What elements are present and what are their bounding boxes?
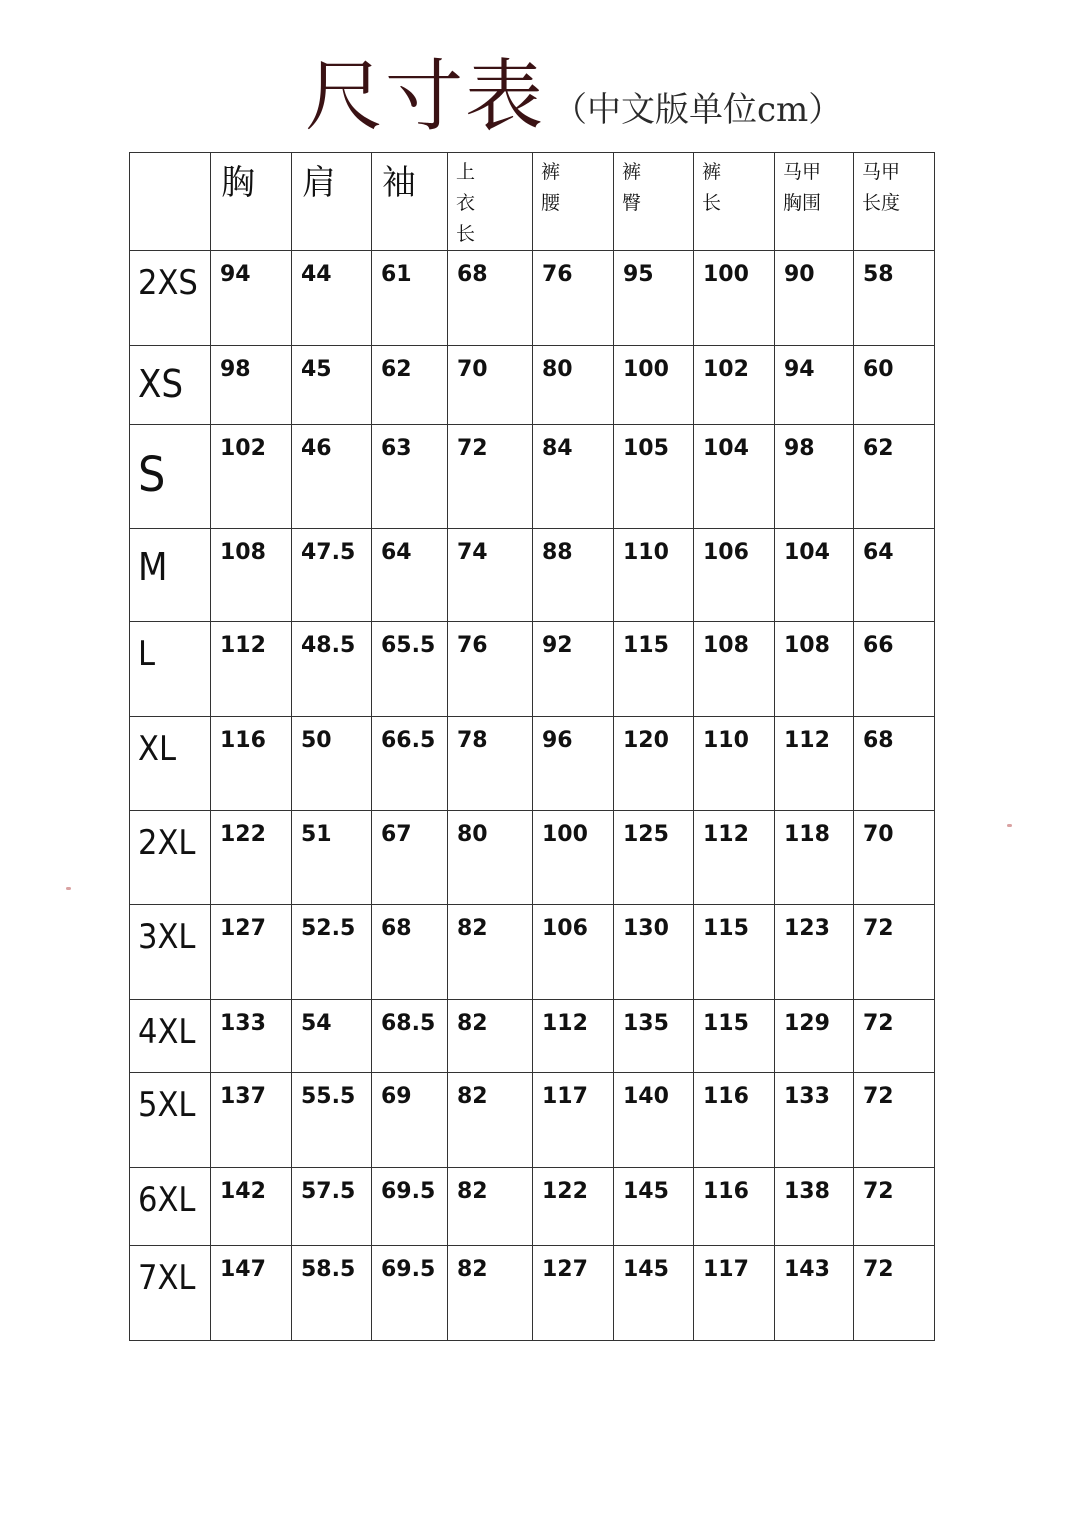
measurement-cell (614, 1000, 694, 1073)
measurement-value: 51 (301, 822, 332, 847)
measurement-value: 55.5 (301, 1084, 356, 1109)
size-cell (130, 1246, 211, 1341)
column-header (211, 153, 292, 251)
measurement-cell (292, 425, 372, 529)
header-corner-cell (130, 153, 211, 251)
column-header-label: 袖 (382, 163, 416, 203)
measurement-cell (533, 1168, 614, 1246)
measurement-cell (448, 1000, 533, 1073)
measurement-cell (448, 1168, 533, 1246)
measurement-value: 78 (457, 728, 488, 753)
measurement-value: 64 (381, 540, 412, 565)
measurement-value: 72 (457, 436, 488, 461)
measurement-value: 110 (703, 728, 749, 753)
column-header-label: 肩 (302, 163, 336, 203)
measurement-cell (854, 905, 935, 1000)
measurement-value: 123 (784, 916, 830, 941)
measurement-cell (533, 1246, 614, 1341)
table-row (130, 529, 935, 622)
column-header (775, 153, 854, 251)
measurement-cell (775, 1000, 854, 1073)
measurement-value: 117 (703, 1257, 749, 1282)
measurement-cell (211, 811, 292, 905)
measurement-value: 70 (863, 822, 894, 847)
measurement-value: 95 (623, 262, 654, 287)
measurement-value: 58 (863, 262, 894, 287)
size-chart-table (129, 152, 935, 1341)
measurement-cell (614, 346, 694, 425)
measurement-value: 102 (220, 436, 266, 461)
column-header-label: 马甲 长度 (862, 161, 901, 214)
measurement-value: 88 (542, 540, 573, 565)
measurement-cell (775, 1246, 854, 1341)
measurement-cell (775, 717, 854, 811)
measurement-value: 116 (703, 1084, 749, 1109)
page-title: 尺寸表 (305, 52, 546, 142)
measurement-cell (292, 811, 372, 905)
measurement-cell (533, 622, 614, 717)
measurement-cell (694, 622, 775, 717)
measurement-value: 68.5 (381, 1011, 436, 1036)
measurement-cell (372, 1168, 448, 1246)
table-row (130, 1168, 935, 1246)
measurement-value: 100 (542, 822, 588, 847)
measurement-value: 82 (457, 1257, 488, 1282)
measurement-value: 129 (784, 1011, 830, 1036)
measurement-cell (854, 251, 935, 346)
column-header-label: 裤 臀 (622, 161, 642, 214)
measurement-value: 112 (220, 633, 266, 658)
measurement-cell (854, 346, 935, 425)
measurement-value: 58.5 (301, 1257, 356, 1282)
measurement-cell (775, 425, 854, 529)
measurement-value: 65.5 (381, 633, 436, 658)
measurement-value: 112 (784, 728, 830, 753)
measurement-value: 147 (220, 1257, 266, 1282)
measurement-value: 45 (301, 357, 332, 382)
size-cell (130, 811, 211, 905)
column-header (292, 153, 372, 251)
measurement-cell (372, 717, 448, 811)
measurement-cell (448, 622, 533, 717)
measurement-cell (372, 251, 448, 346)
measurement-cell (211, 905, 292, 1000)
measurement-value: 137 (220, 1084, 266, 1109)
size-cell (130, 1073, 211, 1168)
measurement-cell (533, 905, 614, 1000)
measurement-cell (533, 425, 614, 529)
measurement-value: 64 (863, 540, 894, 565)
measurement-value: 72 (863, 1011, 894, 1036)
measurement-value: 44 (301, 262, 332, 287)
measurement-value: 72 (863, 1257, 894, 1282)
measurement-cell (372, 811, 448, 905)
measurement-value: 110 (623, 540, 669, 565)
size-label: 5XL (138, 1085, 196, 1125)
measurement-cell (854, 622, 935, 717)
measurement-cell (775, 1073, 854, 1168)
measurement-cell (533, 346, 614, 425)
measurement-cell (292, 622, 372, 717)
column-header-label: 上 衣 长 (456, 161, 476, 245)
size-label: 2XS (138, 263, 198, 303)
measurement-cell (533, 529, 614, 622)
table-row (130, 905, 935, 1000)
measurement-value: 69 (381, 1084, 412, 1109)
measurement-cell (448, 905, 533, 1000)
measurement-cell (211, 1000, 292, 1073)
size-cell (130, 717, 211, 811)
measurement-value: 108 (703, 633, 749, 658)
column-header (614, 153, 694, 251)
table-row (130, 251, 935, 346)
size-label: S (138, 447, 166, 503)
measurement-value: 138 (784, 1179, 830, 1204)
measurement-cell (372, 622, 448, 717)
measurement-cell (694, 717, 775, 811)
stray-mark (66, 887, 71, 890)
measurement-cell (775, 1168, 854, 1246)
column-header-label: 裤 长 (702, 161, 722, 214)
measurement-cell (775, 251, 854, 346)
size-cell (130, 622, 211, 717)
measurement-cell (292, 717, 372, 811)
measurement-value: 108 (784, 633, 830, 658)
size-label: M (138, 545, 168, 589)
measurement-value: 115 (703, 1011, 749, 1036)
measurement-cell (614, 1168, 694, 1246)
measurement-cell (854, 529, 935, 622)
measurement-cell (854, 1168, 935, 1246)
measurement-value: 115 (703, 916, 749, 941)
measurement-value: 108 (220, 540, 266, 565)
measurement-value: 62 (381, 357, 412, 382)
column-header (448, 153, 533, 251)
column-header (694, 153, 775, 251)
measurement-value: 116 (220, 728, 266, 753)
size-cell (130, 905, 211, 1000)
size-label: 2XL (138, 823, 196, 863)
table-row (130, 717, 935, 811)
measurement-value: 76 (457, 633, 488, 658)
measurement-value: 80 (457, 822, 488, 847)
measurement-value: 84 (542, 436, 573, 461)
measurement-cell (775, 346, 854, 425)
measurement-cell (211, 622, 292, 717)
table-row (130, 1246, 935, 1341)
measurement-cell (211, 1246, 292, 1341)
measurement-cell (854, 1246, 935, 1341)
measurement-cell (372, 905, 448, 1000)
measurement-value: 82 (457, 1084, 488, 1109)
measurement-value: 112 (703, 822, 749, 847)
measurement-cell (775, 529, 854, 622)
measurement-cell (448, 425, 533, 529)
measurement-cell (533, 1073, 614, 1168)
measurement-value: 115 (623, 633, 669, 658)
measurement-cell (614, 905, 694, 1000)
column-header (854, 153, 935, 251)
measurement-cell (694, 529, 775, 622)
measurement-cell (614, 622, 694, 717)
measurement-value: 69.5 (381, 1257, 436, 1282)
measurement-value: 70 (457, 357, 488, 382)
measurement-cell (448, 529, 533, 622)
table-row (130, 1073, 935, 1168)
size-label: 7XL (138, 1258, 196, 1298)
measurement-value: 96 (542, 728, 573, 753)
measurement-value: 61 (381, 262, 412, 287)
measurement-cell (211, 717, 292, 811)
measurement-value: 92 (542, 633, 573, 658)
measurement-value: 72 (863, 1179, 894, 1204)
measurement-value: 90 (784, 262, 815, 287)
measurement-value: 80 (542, 357, 573, 382)
measurement-cell (775, 622, 854, 717)
measurement-value: 98 (784, 436, 815, 461)
size-label: XS (138, 362, 184, 406)
measurement-value: 50 (301, 728, 332, 753)
measurement-cell (292, 529, 372, 622)
measurement-cell (292, 1246, 372, 1341)
measurement-cell (775, 811, 854, 905)
measurement-cell (614, 811, 694, 905)
measurement-cell (292, 1073, 372, 1168)
size-label: 6XL (138, 1180, 196, 1220)
measurement-cell (372, 1246, 448, 1341)
measurement-value: 116 (703, 1179, 749, 1204)
size-label: XL (138, 729, 176, 769)
measurement-value: 82 (457, 1011, 488, 1036)
measurement-cell (775, 905, 854, 1000)
measurement-value: 122 (220, 822, 266, 847)
measurement-value: 112 (542, 1011, 588, 1036)
measurement-value: 68 (863, 728, 894, 753)
measurement-value: 100 (703, 262, 749, 287)
measurement-cell (694, 905, 775, 1000)
measurement-value: 100 (623, 357, 669, 382)
measurement-value: 94 (220, 262, 251, 287)
measurement-value: 68 (381, 916, 412, 941)
measurement-value: 133 (784, 1084, 830, 1109)
measurement-cell (448, 346, 533, 425)
column-header (372, 153, 448, 251)
measurement-value: 66 (863, 633, 894, 658)
size-cell (130, 346, 211, 425)
measurement-value: 106 (542, 916, 588, 941)
table-body (130, 251, 935, 1341)
measurement-cell (372, 529, 448, 622)
table-row (130, 622, 935, 717)
measurement-value: 52.5 (301, 916, 356, 941)
measurement-value: 67 (381, 822, 412, 847)
measurement-cell (292, 1168, 372, 1246)
measurement-cell (372, 1000, 448, 1073)
column-header-label (130, 153, 210, 163)
measurement-cell (211, 346, 292, 425)
measurement-cell (694, 1000, 775, 1073)
measurement-value: 118 (784, 822, 830, 847)
measurement-value: 130 (623, 916, 669, 941)
size-cell (130, 1000, 211, 1073)
measurement-value: 127 (220, 916, 266, 941)
measurement-value: 133 (220, 1011, 266, 1036)
measurement-value: 102 (703, 357, 749, 382)
stray-mark (1007, 824, 1012, 827)
measurement-cell (614, 529, 694, 622)
measurement-cell (614, 251, 694, 346)
measurement-value: 82 (457, 1179, 488, 1204)
measurement-cell (292, 251, 372, 346)
measurement-cell (211, 1168, 292, 1246)
measurement-value: 127 (542, 1257, 588, 1282)
measurement-value: 104 (703, 436, 749, 461)
size-label: L (138, 634, 156, 674)
table-row (130, 1000, 935, 1073)
measurement-value: 143 (784, 1257, 830, 1282)
measurement-value: 62 (863, 436, 894, 461)
measurement-value: 145 (623, 1179, 669, 1204)
measurement-cell (854, 717, 935, 811)
size-cell (130, 251, 211, 346)
size-label: 3XL (138, 917, 196, 957)
measurement-value: 68 (457, 262, 488, 287)
measurement-cell (448, 251, 533, 346)
measurement-value: 142 (220, 1179, 266, 1204)
measurement-cell (372, 425, 448, 529)
measurement-value: 72 (863, 916, 894, 941)
table-row (130, 346, 935, 425)
measurement-cell (694, 251, 775, 346)
measurement-cell (614, 1073, 694, 1168)
measurement-cell (533, 717, 614, 811)
title-area (0, 48, 1071, 148)
measurement-cell (694, 811, 775, 905)
measurement-cell (854, 1073, 935, 1168)
measurement-cell (854, 1000, 935, 1073)
size-label: 4XL (138, 1012, 196, 1052)
measurement-value: 135 (623, 1011, 669, 1036)
measurement-cell (211, 425, 292, 529)
column-header-label: 胸 (221, 163, 255, 203)
measurement-value: 140 (623, 1084, 669, 1109)
measurement-value: 54 (301, 1011, 332, 1036)
page-subtitle-unit: （中文版单位cm） (553, 90, 843, 130)
table-row (130, 425, 935, 529)
measurement-cell (694, 346, 775, 425)
measurement-value: 74 (457, 540, 488, 565)
measurement-cell (614, 425, 694, 529)
measurement-cell (448, 717, 533, 811)
measurement-value: 48.5 (301, 633, 356, 658)
size-cell (130, 1168, 211, 1246)
size-cell (130, 529, 211, 622)
header-row (130, 153, 935, 251)
measurement-cell (694, 1073, 775, 1168)
measurement-cell (292, 1000, 372, 1073)
measurement-value: 125 (623, 822, 669, 847)
measurement-value: 66.5 (381, 728, 436, 753)
measurement-cell (292, 905, 372, 1000)
measurement-cell (211, 1073, 292, 1168)
measurement-cell (854, 425, 935, 529)
measurement-cell (448, 811, 533, 905)
measurement-cell (614, 717, 694, 811)
measurement-cell (533, 1000, 614, 1073)
measurement-value: 117 (542, 1084, 588, 1109)
measurement-value: 145 (623, 1257, 669, 1282)
measurement-cell (372, 346, 448, 425)
measurement-cell (694, 1168, 775, 1246)
measurement-cell (533, 811, 614, 905)
measurement-value: 69.5 (381, 1179, 436, 1204)
measurement-value: 72 (863, 1084, 894, 1109)
measurement-cell (448, 1073, 533, 1168)
measurement-value: 47.5 (301, 540, 356, 565)
measurement-value: 104 (784, 540, 830, 565)
measurement-cell (448, 1246, 533, 1341)
measurement-value: 63 (381, 436, 412, 461)
measurement-cell (372, 1073, 448, 1168)
measurement-cell (694, 1246, 775, 1341)
column-header-label: 马甲 胸围 (783, 161, 822, 214)
measurement-cell (533, 251, 614, 346)
measurement-value: 46 (301, 436, 332, 461)
measurement-cell (211, 251, 292, 346)
column-header-label: 裤 腰 (541, 161, 561, 214)
measurement-value: 98 (220, 357, 251, 382)
measurement-value: 120 (623, 728, 669, 753)
measurement-value: 106 (703, 540, 749, 565)
measurement-value: 122 (542, 1179, 588, 1204)
measurement-cell (211, 529, 292, 622)
measurement-cell (614, 1246, 694, 1341)
measurement-value: 94 (784, 357, 815, 382)
size-cell (130, 425, 211, 529)
measurement-cell (694, 425, 775, 529)
column-header (533, 153, 614, 251)
table-row (130, 811, 935, 905)
measurement-value: 76 (542, 262, 573, 287)
measurement-value: 82 (457, 916, 488, 941)
measurement-cell (854, 811, 935, 905)
measurement-value: 105 (623, 436, 669, 461)
measurement-value: 60 (863, 357, 894, 382)
measurement-value: 57.5 (301, 1179, 356, 1204)
measurement-cell (292, 346, 372, 425)
